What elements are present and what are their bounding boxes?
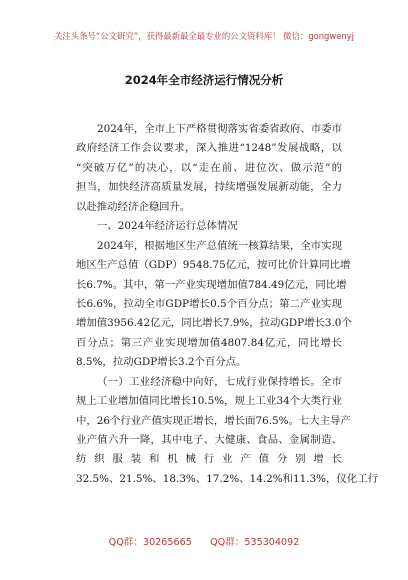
paragraph-line: 业产值六升一降，其中电子、大健康、食品、金属制造、 xyxy=(76,434,342,446)
section-heading: 一、2024年经济运行总体情况 xyxy=(97,220,238,233)
document-body xyxy=(76,120,378,489)
paragraph-line: 长6.7%。其中，第一产业实现增加值784.49亿元，同比增 xyxy=(76,278,347,291)
paragraph-line: 百分点；第三产业实现增加值4807.84亿元，同比增长 xyxy=(76,336,342,349)
paragraph-line: 中，26个行业产值实现正增长，增长面76.5%。七大主导产 xyxy=(76,414,351,427)
paragraph-line: 2024年，根据地区生产总值统一核算结果，全市实现 xyxy=(97,239,342,252)
paragraph-line: 地区生产总值（GDP）9548.75亿元，按可比价计算同比增 xyxy=(76,259,351,272)
paragraph-line: 担当，加快经济高质量发展，持续增强发展新动能，全力 xyxy=(76,181,342,194)
header-promo-banner: 关注头条号“公文研究”，获得最新最全最专业的公文资料库！ 微信：gongwenyj xyxy=(54,31,354,41)
paragraph-line: 纺织服装和机械行业产值分别增长 xyxy=(76,453,342,466)
paragraph-line: 32.5%、21.5%、18.3%、17.2%、14.2%和11.3%，仪化工行 xyxy=(76,472,378,485)
paragraph-line: “突破万亿”的决心，以“走在前、进位次、做示范”的 xyxy=(76,161,342,174)
paragraph-line: 8.5%，拉动GDP增长3.2个百分点。 xyxy=(76,356,247,369)
paragraph-line: （一）工业经济稳中向好，七成行业保持增长。全市 xyxy=(97,375,342,388)
paragraph-line: 规上工业增加值同比增长10.5%，规上工业34个大类行业 xyxy=(76,395,342,408)
footer-contacts: QQ群：30265665 QQ群：535304092 xyxy=(108,537,300,548)
paragraph-line: 增加值3956.42亿元，同比增长7.9%，拉动GDP增长3.0个 xyxy=(76,317,352,330)
paragraph-line: 以赴推动经济企稳回升。 xyxy=(76,200,191,213)
document-title: 2024年全市经济运行情况分析 xyxy=(124,73,284,87)
paragraph-line: 2024年，全市上下严格贯彻落实省委省政府、市委市 xyxy=(97,123,342,135)
paragraph-line: 政府经济工作会议要求，深入推进“1248”发展战略，以 xyxy=(76,142,342,155)
paragraph-line: 长6.6%，拉动全市GDP增长0.5个百分点；第二产业实现 xyxy=(76,297,342,310)
